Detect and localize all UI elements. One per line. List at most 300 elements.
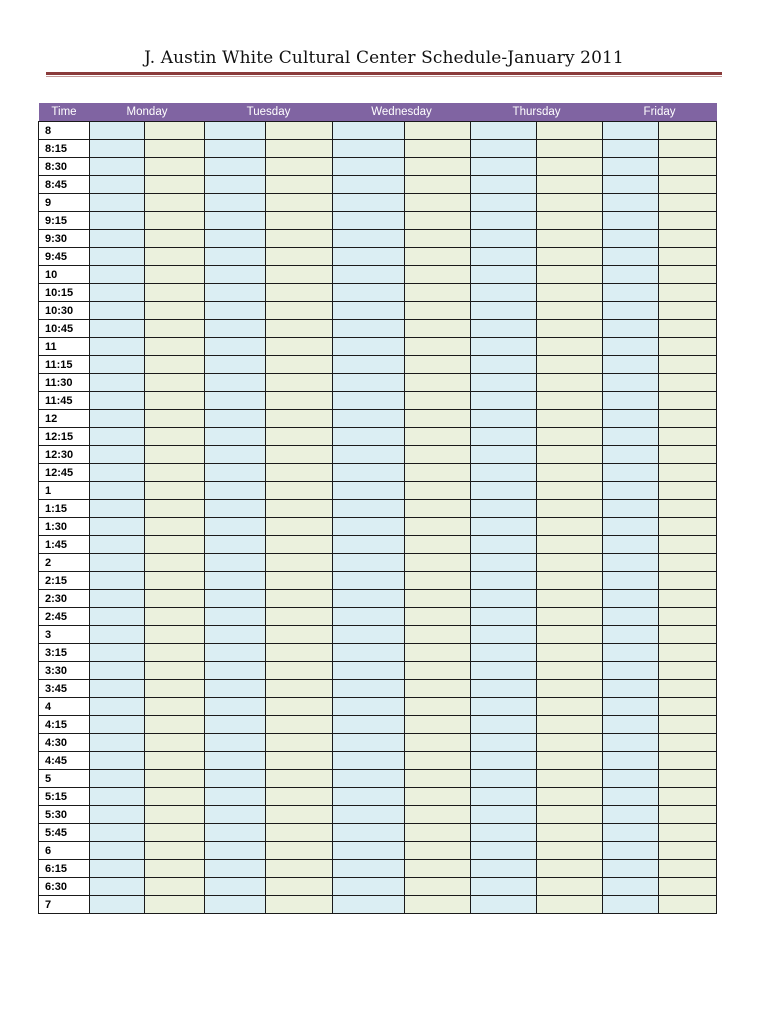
slot-cell-friday-b[interactable] xyxy=(659,878,717,896)
slot-cell-wednesday-b[interactable] xyxy=(405,608,471,626)
slot-cell-tuesday-b[interactable] xyxy=(266,320,333,338)
slot-cell-monday-a[interactable] xyxy=(90,752,145,770)
slot-cell-wednesday-a[interactable] xyxy=(333,608,405,626)
slot-cell-tuesday-b[interactable] xyxy=(266,824,333,842)
slot-cell-tuesday-b[interactable] xyxy=(266,608,333,626)
slot-cell-thursday-b[interactable] xyxy=(537,212,603,230)
slot-cell-tuesday-a[interactable] xyxy=(205,482,266,500)
slot-cell-thursday-a[interactable] xyxy=(471,302,537,320)
slot-cell-wednesday-a[interactable] xyxy=(333,878,405,896)
slot-cell-wednesday-a[interactable] xyxy=(333,716,405,734)
slot-cell-monday-a[interactable] xyxy=(90,212,145,230)
slot-cell-monday-b[interactable] xyxy=(145,374,205,392)
slot-cell-tuesday-b[interactable] xyxy=(266,158,333,176)
slot-cell-thursday-a[interactable] xyxy=(471,140,537,158)
slot-cell-friday-a[interactable] xyxy=(603,176,659,194)
slot-cell-monday-b[interactable] xyxy=(145,896,205,914)
slot-cell-tuesday-a[interactable] xyxy=(205,446,266,464)
slot-cell-thursday-b[interactable] xyxy=(537,680,603,698)
slot-cell-tuesday-a[interactable] xyxy=(205,662,266,680)
slot-cell-friday-a[interactable] xyxy=(603,194,659,212)
slot-cell-monday-b[interactable] xyxy=(145,320,205,338)
slot-cell-wednesday-a[interactable] xyxy=(333,410,405,428)
slot-cell-wednesday-a[interactable] xyxy=(333,626,405,644)
slot-cell-wednesday-a[interactable] xyxy=(333,644,405,662)
slot-cell-wednesday-a[interactable] xyxy=(333,230,405,248)
slot-cell-tuesday-a[interactable] xyxy=(205,554,266,572)
slot-cell-friday-b[interactable] xyxy=(659,446,717,464)
slot-cell-thursday-a[interactable] xyxy=(471,806,537,824)
slot-cell-friday-a[interactable] xyxy=(603,428,659,446)
slot-cell-friday-a[interactable] xyxy=(603,860,659,878)
slot-cell-tuesday-a[interactable] xyxy=(205,410,266,428)
slot-cell-friday-a[interactable] xyxy=(603,590,659,608)
slot-cell-wednesday-a[interactable] xyxy=(333,590,405,608)
slot-cell-monday-a[interactable] xyxy=(90,500,145,518)
slot-cell-wednesday-a[interactable] xyxy=(333,302,405,320)
slot-cell-monday-a[interactable] xyxy=(90,356,145,374)
slot-cell-monday-b[interactable] xyxy=(145,770,205,788)
slot-cell-friday-a[interactable] xyxy=(603,392,659,410)
slot-cell-monday-b[interactable] xyxy=(145,194,205,212)
slot-cell-tuesday-b[interactable] xyxy=(266,410,333,428)
slot-cell-tuesday-a[interactable] xyxy=(205,842,266,860)
slot-cell-friday-a[interactable] xyxy=(603,500,659,518)
slot-cell-friday-b[interactable] xyxy=(659,842,717,860)
slot-cell-thursday-a[interactable] xyxy=(471,860,537,878)
slot-cell-wednesday-b[interactable] xyxy=(405,770,471,788)
slot-cell-monday-a[interactable] xyxy=(90,158,145,176)
slot-cell-friday-a[interactable] xyxy=(603,608,659,626)
slot-cell-monday-b[interactable] xyxy=(145,176,205,194)
slot-cell-wednesday-a[interactable] xyxy=(333,374,405,392)
slot-cell-wednesday-b[interactable] xyxy=(405,410,471,428)
slot-cell-friday-b[interactable] xyxy=(659,806,717,824)
slot-cell-tuesday-b[interactable] xyxy=(266,752,333,770)
slot-cell-monday-a[interactable] xyxy=(90,428,145,446)
slot-cell-thursday-a[interactable] xyxy=(471,410,537,428)
slot-cell-tuesday-b[interactable] xyxy=(266,788,333,806)
slot-cell-thursday-b[interactable] xyxy=(537,302,603,320)
slot-cell-wednesday-a[interactable] xyxy=(333,284,405,302)
slot-cell-thursday-b[interactable] xyxy=(537,122,603,140)
slot-cell-monday-b[interactable] xyxy=(145,644,205,662)
slot-cell-monday-b[interactable] xyxy=(145,680,205,698)
slot-cell-monday-a[interactable] xyxy=(90,554,145,572)
slot-cell-monday-a[interactable] xyxy=(90,194,145,212)
slot-cell-wednesday-b[interactable] xyxy=(405,896,471,914)
slot-cell-tuesday-a[interactable] xyxy=(205,266,266,284)
slot-cell-monday-b[interactable] xyxy=(145,464,205,482)
slot-cell-tuesday-a[interactable] xyxy=(205,122,266,140)
slot-cell-friday-b[interactable] xyxy=(659,266,717,284)
slot-cell-wednesday-a[interactable] xyxy=(333,266,405,284)
slot-cell-thursday-a[interactable] xyxy=(471,896,537,914)
slot-cell-wednesday-a[interactable] xyxy=(333,860,405,878)
slot-cell-friday-a[interactable] xyxy=(603,482,659,500)
slot-cell-monday-b[interactable] xyxy=(145,482,205,500)
slot-cell-thursday-a[interactable] xyxy=(471,698,537,716)
slot-cell-monday-a[interactable] xyxy=(90,788,145,806)
slot-cell-friday-b[interactable] xyxy=(659,284,717,302)
slot-cell-friday-b[interactable] xyxy=(659,482,717,500)
slot-cell-wednesday-b[interactable] xyxy=(405,122,471,140)
slot-cell-monday-a[interactable] xyxy=(90,284,145,302)
slot-cell-tuesday-a[interactable] xyxy=(205,284,266,302)
slot-cell-thursday-a[interactable] xyxy=(471,194,537,212)
slot-cell-wednesday-b[interactable] xyxy=(405,662,471,680)
slot-cell-monday-a[interactable] xyxy=(90,536,145,554)
slot-cell-friday-b[interactable] xyxy=(659,590,717,608)
slot-cell-friday-a[interactable] xyxy=(603,536,659,554)
slot-cell-friday-b[interactable] xyxy=(659,896,717,914)
slot-cell-monday-a[interactable] xyxy=(90,266,145,284)
slot-cell-tuesday-a[interactable] xyxy=(205,518,266,536)
slot-cell-monday-b[interactable] xyxy=(145,860,205,878)
slot-cell-wednesday-a[interactable] xyxy=(333,446,405,464)
slot-cell-tuesday-b[interactable] xyxy=(266,230,333,248)
slot-cell-friday-b[interactable] xyxy=(659,194,717,212)
slot-cell-monday-a[interactable] xyxy=(90,860,145,878)
slot-cell-wednesday-a[interactable] xyxy=(333,842,405,860)
slot-cell-tuesday-b[interactable] xyxy=(266,284,333,302)
slot-cell-thursday-b[interactable] xyxy=(537,896,603,914)
slot-cell-friday-a[interactable] xyxy=(603,662,659,680)
slot-cell-wednesday-b[interactable] xyxy=(405,212,471,230)
slot-cell-tuesday-b[interactable] xyxy=(266,194,333,212)
slot-cell-tuesday-a[interactable] xyxy=(205,590,266,608)
slot-cell-monday-a[interactable] xyxy=(90,572,145,590)
slot-cell-monday-b[interactable] xyxy=(145,122,205,140)
slot-cell-tuesday-a[interactable] xyxy=(205,788,266,806)
slot-cell-wednesday-a[interactable] xyxy=(333,536,405,554)
slot-cell-wednesday-a[interactable] xyxy=(333,662,405,680)
slot-cell-wednesday-a[interactable] xyxy=(333,734,405,752)
slot-cell-monday-b[interactable] xyxy=(145,752,205,770)
slot-cell-tuesday-a[interactable] xyxy=(205,698,266,716)
slot-cell-monday-a[interactable] xyxy=(90,140,145,158)
slot-cell-tuesday-b[interactable] xyxy=(266,266,333,284)
slot-cell-monday-a[interactable] xyxy=(90,680,145,698)
slot-cell-friday-b[interactable] xyxy=(659,608,717,626)
slot-cell-tuesday-b[interactable] xyxy=(266,680,333,698)
slot-cell-monday-a[interactable] xyxy=(90,716,145,734)
slot-cell-monday-a[interactable] xyxy=(90,608,145,626)
slot-cell-monday-b[interactable] xyxy=(145,662,205,680)
slot-cell-wednesday-b[interactable] xyxy=(405,266,471,284)
slot-cell-friday-b[interactable] xyxy=(659,752,717,770)
slot-cell-friday-a[interactable] xyxy=(603,446,659,464)
slot-cell-monday-a[interactable] xyxy=(90,698,145,716)
slot-cell-tuesday-b[interactable] xyxy=(266,464,333,482)
slot-cell-monday-a[interactable] xyxy=(90,392,145,410)
slot-cell-friday-a[interactable] xyxy=(603,230,659,248)
slot-cell-friday-a[interactable] xyxy=(603,518,659,536)
slot-cell-thursday-b[interactable] xyxy=(537,158,603,176)
slot-cell-friday-b[interactable] xyxy=(659,662,717,680)
slot-cell-tuesday-b[interactable] xyxy=(266,662,333,680)
slot-cell-friday-b[interactable] xyxy=(659,392,717,410)
slot-cell-monday-b[interactable] xyxy=(145,338,205,356)
slot-cell-monday-b[interactable] xyxy=(145,410,205,428)
slot-cell-monday-b[interactable] xyxy=(145,788,205,806)
slot-cell-tuesday-b[interactable] xyxy=(266,590,333,608)
slot-cell-friday-b[interactable] xyxy=(659,374,717,392)
slot-cell-tuesday-a[interactable] xyxy=(205,320,266,338)
slot-cell-friday-a[interactable] xyxy=(603,842,659,860)
slot-cell-friday-a[interactable] xyxy=(603,644,659,662)
slot-cell-tuesday-a[interactable] xyxy=(205,536,266,554)
slot-cell-tuesday-b[interactable] xyxy=(266,626,333,644)
slot-cell-tuesday-b[interactable] xyxy=(266,356,333,374)
slot-cell-friday-a[interactable] xyxy=(603,572,659,590)
slot-cell-friday-a[interactable] xyxy=(603,752,659,770)
slot-cell-friday-a[interactable] xyxy=(603,158,659,176)
slot-cell-thursday-b[interactable] xyxy=(537,248,603,266)
slot-cell-monday-b[interactable] xyxy=(145,698,205,716)
slot-cell-monday-a[interactable] xyxy=(90,176,145,194)
slot-cell-wednesday-a[interactable] xyxy=(333,500,405,518)
slot-cell-tuesday-a[interactable] xyxy=(205,878,266,896)
slot-cell-monday-a[interactable] xyxy=(90,806,145,824)
slot-cell-friday-a[interactable] xyxy=(603,266,659,284)
slot-cell-wednesday-b[interactable] xyxy=(405,158,471,176)
slot-cell-thursday-a[interactable] xyxy=(471,752,537,770)
slot-cell-thursday-a[interactable] xyxy=(471,572,537,590)
slot-cell-thursday-b[interactable] xyxy=(537,464,603,482)
slot-cell-thursday-a[interactable] xyxy=(471,446,537,464)
slot-cell-thursday-b[interactable] xyxy=(537,482,603,500)
slot-cell-wednesday-b[interactable] xyxy=(405,788,471,806)
slot-cell-thursday-b[interactable] xyxy=(537,590,603,608)
slot-cell-tuesday-b[interactable] xyxy=(266,842,333,860)
slot-cell-wednesday-a[interactable] xyxy=(333,464,405,482)
slot-cell-wednesday-a[interactable] xyxy=(333,482,405,500)
slot-cell-thursday-a[interactable] xyxy=(471,716,537,734)
slot-cell-friday-a[interactable] xyxy=(603,356,659,374)
slot-cell-tuesday-a[interactable] xyxy=(205,500,266,518)
slot-cell-tuesday-b[interactable] xyxy=(266,716,333,734)
slot-cell-wednesday-a[interactable] xyxy=(333,752,405,770)
slot-cell-friday-a[interactable] xyxy=(603,284,659,302)
slot-cell-tuesday-b[interactable] xyxy=(266,428,333,446)
slot-cell-wednesday-b[interactable] xyxy=(405,536,471,554)
slot-cell-wednesday-b[interactable] xyxy=(405,680,471,698)
slot-cell-tuesday-a[interactable] xyxy=(205,608,266,626)
slot-cell-thursday-a[interactable] xyxy=(471,824,537,842)
slot-cell-thursday-b[interactable] xyxy=(537,842,603,860)
slot-cell-wednesday-b[interactable] xyxy=(405,230,471,248)
slot-cell-friday-a[interactable] xyxy=(603,788,659,806)
slot-cell-friday-b[interactable] xyxy=(659,140,717,158)
slot-cell-tuesday-a[interactable] xyxy=(205,338,266,356)
slot-cell-tuesday-b[interactable] xyxy=(266,860,333,878)
slot-cell-tuesday-b[interactable] xyxy=(266,572,333,590)
slot-cell-wednesday-a[interactable] xyxy=(333,194,405,212)
slot-cell-wednesday-a[interactable] xyxy=(333,680,405,698)
slot-cell-wednesday-b[interactable] xyxy=(405,878,471,896)
slot-cell-wednesday-b[interactable] xyxy=(405,248,471,266)
slot-cell-friday-b[interactable] xyxy=(659,626,717,644)
slot-cell-thursday-b[interactable] xyxy=(537,716,603,734)
slot-cell-tuesday-a[interactable] xyxy=(205,302,266,320)
slot-cell-tuesday-a[interactable] xyxy=(205,752,266,770)
slot-cell-friday-a[interactable] xyxy=(603,734,659,752)
slot-cell-monday-b[interactable] xyxy=(145,518,205,536)
slot-cell-thursday-a[interactable] xyxy=(471,608,537,626)
slot-cell-tuesday-b[interactable] xyxy=(266,896,333,914)
slot-cell-tuesday-a[interactable] xyxy=(205,212,266,230)
slot-cell-tuesday-b[interactable] xyxy=(266,338,333,356)
slot-cell-wednesday-b[interactable] xyxy=(405,320,471,338)
slot-cell-thursday-a[interactable] xyxy=(471,374,537,392)
slot-cell-wednesday-b[interactable] xyxy=(405,302,471,320)
slot-cell-monday-a[interactable] xyxy=(90,770,145,788)
slot-cell-friday-b[interactable] xyxy=(659,356,717,374)
slot-cell-thursday-a[interactable] xyxy=(471,356,537,374)
slot-cell-friday-b[interactable] xyxy=(659,644,717,662)
slot-cell-thursday-a[interactable] xyxy=(471,122,537,140)
slot-cell-friday-a[interactable] xyxy=(603,464,659,482)
slot-cell-tuesday-b[interactable] xyxy=(266,446,333,464)
slot-cell-wednesday-b[interactable] xyxy=(405,392,471,410)
slot-cell-monday-a[interactable] xyxy=(90,644,145,662)
slot-cell-wednesday-b[interactable] xyxy=(405,860,471,878)
slot-cell-tuesday-b[interactable] xyxy=(266,536,333,554)
slot-cell-monday-a[interactable] xyxy=(90,320,145,338)
slot-cell-wednesday-a[interactable] xyxy=(333,896,405,914)
slot-cell-monday-a[interactable] xyxy=(90,374,145,392)
slot-cell-tuesday-b[interactable] xyxy=(266,248,333,266)
slot-cell-wednesday-b[interactable] xyxy=(405,734,471,752)
slot-cell-thursday-b[interactable] xyxy=(537,734,603,752)
slot-cell-wednesday-b[interactable] xyxy=(405,824,471,842)
slot-cell-monday-a[interactable] xyxy=(90,896,145,914)
slot-cell-friday-b[interactable] xyxy=(659,716,717,734)
slot-cell-friday-a[interactable] xyxy=(603,806,659,824)
slot-cell-thursday-a[interactable] xyxy=(471,500,537,518)
slot-cell-friday-a[interactable] xyxy=(603,824,659,842)
slot-cell-friday-a[interactable] xyxy=(603,896,659,914)
slot-cell-tuesday-a[interactable] xyxy=(205,716,266,734)
slot-cell-thursday-b[interactable] xyxy=(537,356,603,374)
slot-cell-wednesday-a[interactable] xyxy=(333,356,405,374)
slot-cell-monday-b[interactable] xyxy=(145,356,205,374)
slot-cell-wednesday-a[interactable] xyxy=(333,698,405,716)
slot-cell-tuesday-b[interactable] xyxy=(266,176,333,194)
slot-cell-thursday-b[interactable] xyxy=(537,554,603,572)
slot-cell-thursday-b[interactable] xyxy=(537,752,603,770)
slot-cell-wednesday-b[interactable] xyxy=(405,554,471,572)
slot-cell-monday-b[interactable] xyxy=(145,572,205,590)
slot-cell-thursday-b[interactable] xyxy=(537,860,603,878)
slot-cell-tuesday-b[interactable] xyxy=(266,140,333,158)
slot-cell-tuesday-a[interactable] xyxy=(205,860,266,878)
slot-cell-monday-b[interactable] xyxy=(145,590,205,608)
slot-cell-monday-a[interactable] xyxy=(90,518,145,536)
slot-cell-thursday-b[interactable] xyxy=(537,140,603,158)
slot-cell-thursday-a[interactable] xyxy=(471,662,537,680)
slot-cell-friday-b[interactable] xyxy=(659,428,717,446)
slot-cell-friday-b[interactable] xyxy=(659,464,717,482)
slot-cell-tuesday-a[interactable] xyxy=(205,464,266,482)
slot-cell-thursday-b[interactable] xyxy=(537,536,603,554)
slot-cell-tuesday-b[interactable] xyxy=(266,734,333,752)
slot-cell-tuesday-b[interactable] xyxy=(266,518,333,536)
slot-cell-monday-b[interactable] xyxy=(145,500,205,518)
slot-cell-wednesday-b[interactable] xyxy=(405,140,471,158)
slot-cell-thursday-b[interactable] xyxy=(537,392,603,410)
slot-cell-wednesday-a[interactable] xyxy=(333,788,405,806)
slot-cell-friday-a[interactable] xyxy=(603,680,659,698)
slot-cell-thursday-b[interactable] xyxy=(537,284,603,302)
slot-cell-tuesday-a[interactable] xyxy=(205,572,266,590)
slot-cell-friday-b[interactable] xyxy=(659,518,717,536)
slot-cell-tuesday-b[interactable] xyxy=(266,806,333,824)
slot-cell-thursday-b[interactable] xyxy=(537,698,603,716)
slot-cell-wednesday-a[interactable] xyxy=(333,392,405,410)
slot-cell-monday-a[interactable] xyxy=(90,446,145,464)
slot-cell-thursday-a[interactable] xyxy=(471,266,537,284)
slot-cell-friday-a[interactable] xyxy=(603,698,659,716)
slot-cell-monday-b[interactable] xyxy=(145,626,205,644)
slot-cell-tuesday-a[interactable] xyxy=(205,230,266,248)
slot-cell-thursday-b[interactable] xyxy=(537,788,603,806)
slot-cell-wednesday-a[interactable] xyxy=(333,338,405,356)
slot-cell-thursday-a[interactable] xyxy=(471,230,537,248)
slot-cell-thursday-a[interactable] xyxy=(471,878,537,896)
slot-cell-wednesday-b[interactable] xyxy=(405,338,471,356)
slot-cell-wednesday-a[interactable] xyxy=(333,176,405,194)
slot-cell-monday-b[interactable] xyxy=(145,806,205,824)
slot-cell-monday-b[interactable] xyxy=(145,734,205,752)
slot-cell-wednesday-a[interactable] xyxy=(333,140,405,158)
slot-cell-wednesday-b[interactable] xyxy=(405,374,471,392)
slot-cell-friday-b[interactable] xyxy=(659,338,717,356)
slot-cell-friday-b[interactable] xyxy=(659,320,717,338)
slot-cell-friday-b[interactable] xyxy=(659,824,717,842)
slot-cell-friday-b[interactable] xyxy=(659,554,717,572)
slot-cell-friday-a[interactable] xyxy=(603,374,659,392)
slot-cell-thursday-b[interactable] xyxy=(537,878,603,896)
slot-cell-friday-a[interactable] xyxy=(603,248,659,266)
slot-cell-monday-b[interactable] xyxy=(145,824,205,842)
slot-cell-friday-b[interactable] xyxy=(659,788,717,806)
slot-cell-friday-b[interactable] xyxy=(659,122,717,140)
slot-cell-thursday-a[interactable] xyxy=(471,626,537,644)
slot-cell-tuesday-a[interactable] xyxy=(205,140,266,158)
slot-cell-monday-a[interactable] xyxy=(90,338,145,356)
slot-cell-thursday-b[interactable] xyxy=(537,266,603,284)
slot-cell-monday-a[interactable] xyxy=(90,842,145,860)
slot-cell-wednesday-b[interactable] xyxy=(405,518,471,536)
slot-cell-wednesday-b[interactable] xyxy=(405,482,471,500)
slot-cell-friday-b[interactable] xyxy=(659,500,717,518)
slot-cell-wednesday-a[interactable] xyxy=(333,572,405,590)
slot-cell-wednesday-b[interactable] xyxy=(405,842,471,860)
slot-cell-thursday-b[interactable] xyxy=(537,446,603,464)
slot-cell-friday-b[interactable] xyxy=(659,536,717,554)
slot-cell-thursday-a[interactable] xyxy=(471,842,537,860)
slot-cell-wednesday-b[interactable] xyxy=(405,590,471,608)
slot-cell-monday-b[interactable] xyxy=(145,842,205,860)
slot-cell-monday-b[interactable] xyxy=(145,392,205,410)
slot-cell-thursday-a[interactable] xyxy=(471,464,537,482)
slot-cell-tuesday-a[interactable] xyxy=(205,428,266,446)
slot-cell-tuesday-b[interactable] xyxy=(266,482,333,500)
slot-cell-tuesday-a[interactable] xyxy=(205,176,266,194)
slot-cell-wednesday-a[interactable] xyxy=(333,806,405,824)
